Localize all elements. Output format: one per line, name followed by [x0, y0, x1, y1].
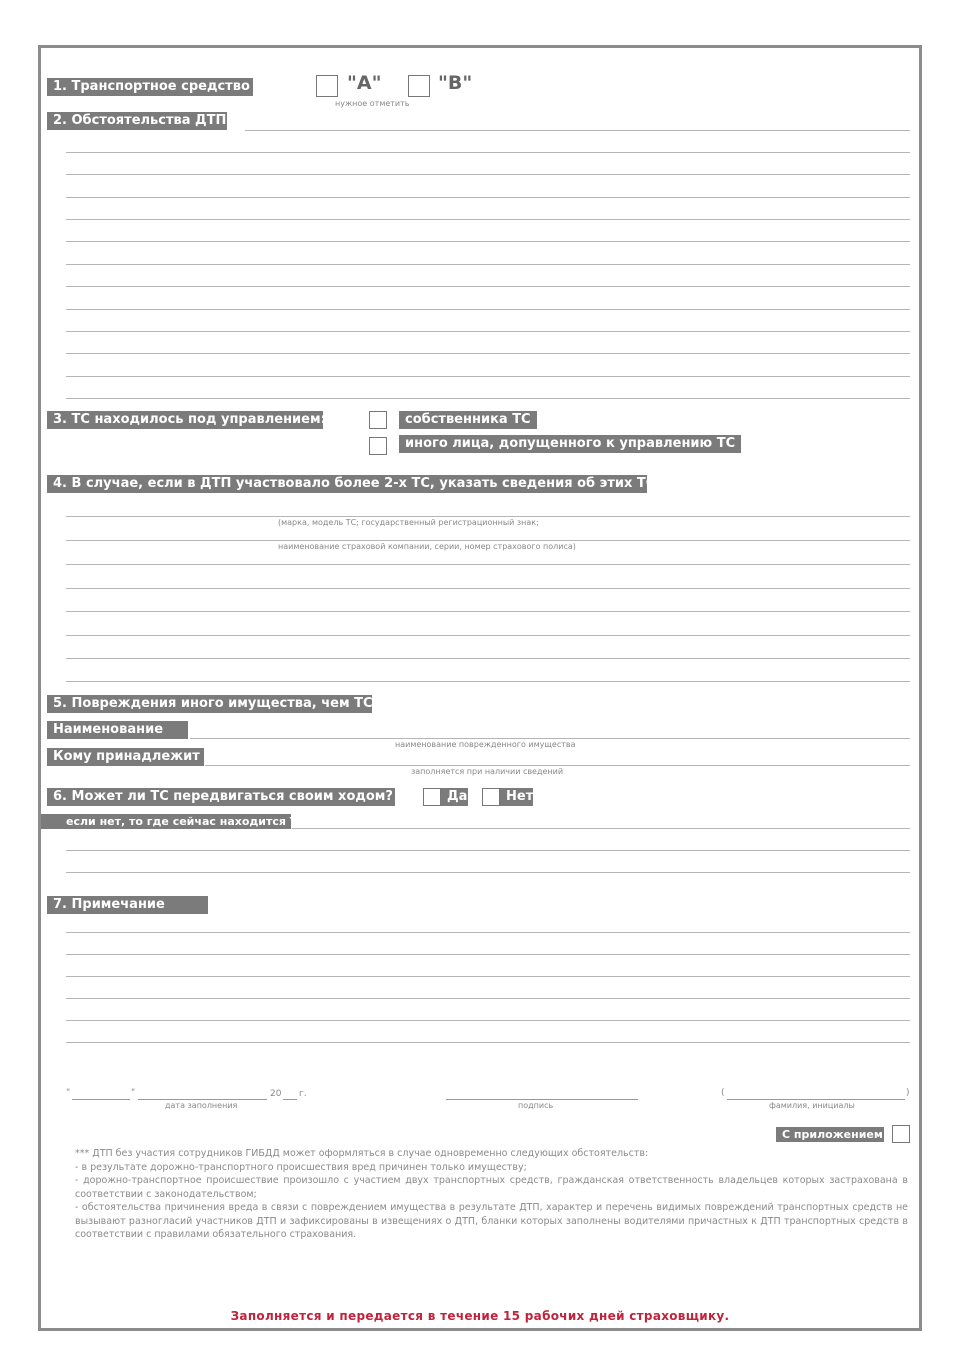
- circumstances-line[interactable]: [66, 152, 910, 153]
- other-vehicles-line[interactable]: [66, 564, 910, 565]
- date-year-line[interactable]: [283, 1099, 297, 1100]
- property-owner-caption: заполняется при наличии сведений: [411, 767, 564, 776]
- section-4-label: 4. В случае, если в ДТП участвовало более 2-х ТС, указать сведения об этих ТС: [47, 475, 647, 493]
- full-name-caption: фамилия, инициалы: [769, 1101, 855, 1110]
- circumstances-line[interactable]: [66, 264, 910, 265]
- circumstances-line[interactable]: [66, 286, 910, 287]
- vehicle-info-caption: (марка, модель ТС; государственный регистрационный знак;: [278, 518, 539, 527]
- note-line: - дорожно-транспортное происшествие произошло с участием двух транспортных средств, гражданская ответственность владельцев которых застрахована в соответствии с законодательством;: [75, 1175, 908, 1200]
- property-name-caption: наименование поврежденного имущества: [395, 740, 576, 749]
- attachment-checkbox[interactable]: [892, 1125, 910, 1143]
- notes-line[interactable]: [66, 1020, 910, 1021]
- other-vehicles-line[interactable]: [66, 588, 910, 589]
- date-year-prefix: 20: [270, 1089, 282, 1099]
- other-vehicles-line[interactable]: [66, 635, 910, 636]
- vehicle-a-label: "А": [347, 72, 382, 94]
- vehicle-b-label: "В": [438, 72, 473, 94]
- other-vehicles-line[interactable]: [66, 658, 910, 659]
- other-vehicles-line[interactable]: [66, 516, 910, 517]
- vehicle-location-label: если нет, то где сейчас находится ТС: [41, 814, 291, 829]
- section-2-label: 2. Обстоятельства ДТП: [47, 112, 227, 130]
- notes-line[interactable]: [66, 932, 910, 933]
- circumstances-line[interactable]: [66, 309, 910, 310]
- note-line: - обстоятельства причинения вреда в связи с повреждением имущества в результате ДТП, характер и перечень видимых повреждений транспортных средств не вызывают разногласий участников ДТП и зафиксированы в извещениях о ДТП, бланки которых заполнены водителями причастных к ДТП транспортных средств в соответствии с правилами обязательного страхования.: [75, 1202, 908, 1240]
- notes-line[interactable]: [66, 976, 910, 977]
- vehicle-location-line[interactable]: [292, 828, 910, 829]
- mark-hint: нужное отметить: [335, 99, 410, 108]
- notes-line[interactable]: [66, 1042, 910, 1043]
- signature-line[interactable]: [446, 1099, 638, 1100]
- date-quote-close: ": [131, 1088, 136, 1098]
- section-1-label: 1. Транспортное средство: [47, 78, 253, 96]
- circumstances-line[interactable]: [66, 197, 910, 198]
- date-quote-open: ": [66, 1088, 71, 1098]
- owner-checkbox[interactable]: [369, 411, 387, 429]
- other-vehicles-line[interactable]: [66, 611, 910, 612]
- note-line: - в результате дорожно-транспортного происшествия вред причинен только имуществу;: [75, 1161, 527, 1173]
- signature-caption: подпись: [518, 1101, 554, 1110]
- property-name-line[interactable]: [190, 738, 910, 739]
- note-line: *** ДТП без участия сотрудников ГИБДД может оформляться в случае одновременно следующих обстоятельств:: [75, 1148, 649, 1159]
- notes-line[interactable]: [66, 954, 910, 955]
- section-6-label: 6. Может ли ТС передвигаться своим ходом?: [47, 788, 395, 806]
- owner-option-label: собственника ТС: [399, 411, 537, 429]
- circumstances-line[interactable]: [66, 174, 910, 175]
- can-move-yes-label: Да: [441, 788, 468, 806]
- other-vehicles-line[interactable]: [66, 681, 910, 682]
- circumstances-line[interactable]: [66, 376, 910, 377]
- vehicle-b-checkbox[interactable]: [408, 75, 430, 97]
- section-7-label: 7. Примечание: [47, 896, 208, 914]
- property-owner-line[interactable]: [205, 765, 910, 766]
- circumstances-line[interactable]: [66, 241, 910, 242]
- name-paren-close: ): [906, 1088, 910, 1098]
- property-owner-label: Кому принадлежит: [47, 748, 204, 766]
- vehicle-a-checkbox[interactable]: [316, 75, 338, 97]
- vehicle-location-line[interactable]: [66, 872, 910, 873]
- can-move-no-label: Нет: [500, 788, 533, 806]
- date-day-line[interactable]: [72, 1099, 130, 1100]
- footer-note: Заполняется и передается в течение 15 рабочих дней страховщику.: [230, 1309, 730, 1323]
- attachment-label: С приложением: [776, 1127, 884, 1142]
- circumstances-line[interactable]: [245, 130, 910, 131]
- property-name-label: Наименование: [47, 721, 188, 739]
- legal-notes: [75, 1147, 908, 1242]
- can-move-yes-checkbox[interactable]: [423, 788, 441, 806]
- vehicle-location-line[interactable]: [66, 850, 910, 851]
- circumstances-line[interactable]: [66, 219, 910, 220]
- insurance-info-caption: наименование страховой компании, серии, номер страхового полиса): [278, 542, 576, 551]
- name-paren-open: (: [721, 1088, 725, 1098]
- date-caption: дата заполнения: [165, 1101, 238, 1110]
- other-driver-checkbox[interactable]: [369, 437, 387, 455]
- circumstances-line[interactable]: [66, 353, 910, 354]
- other-driver-option-label: иного лица, допущенного к управлению ТС: [399, 435, 741, 453]
- notes-line[interactable]: [66, 998, 910, 999]
- section-3-label: 3. ТС находилось под управлением:: [47, 411, 323, 429]
- section-5-label: 5. Повреждения иного имущества, чем ТС: [47, 695, 372, 713]
- other-vehicles-line[interactable]: [66, 540, 910, 541]
- date-year-suffix: г.: [299, 1089, 307, 1099]
- full-name-line[interactable]: [727, 1099, 905, 1100]
- circumstances-line[interactable]: [66, 398, 910, 399]
- circumstances-line[interactable]: [66, 331, 910, 332]
- date-month-line[interactable]: [138, 1099, 267, 1100]
- can-move-no-checkbox[interactable]: [482, 788, 500, 806]
